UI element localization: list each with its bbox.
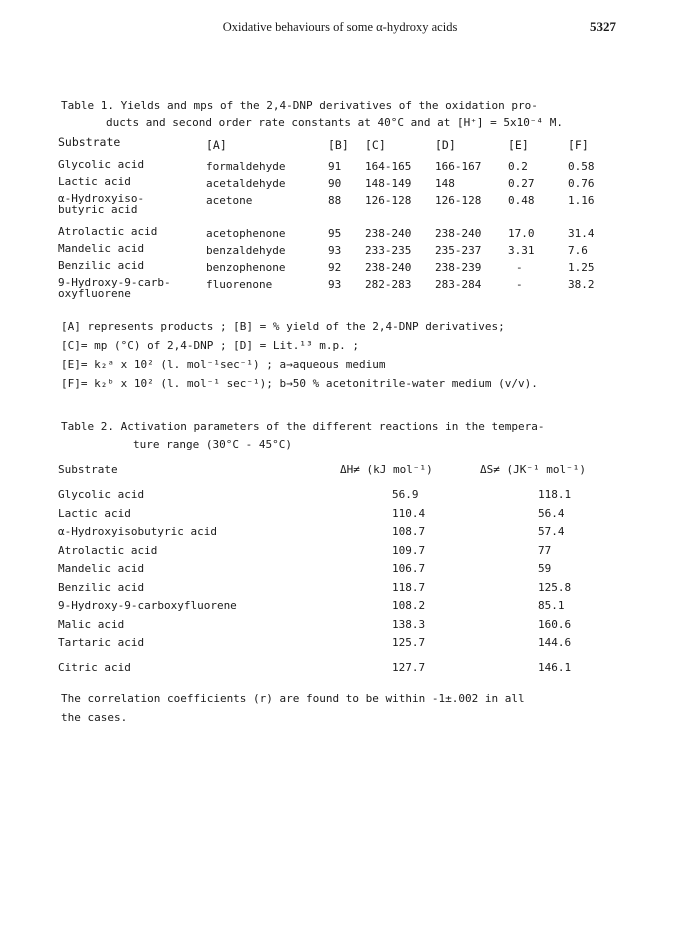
table1-caption-line1: Table 1. Yields and mps of the 2,4-DNP derivatives of the oxidation pro- [61,99,538,112]
substrate-cell: Mandelic acid [58,562,145,575]
substrate-cell: Tartaric acid [58,636,145,649]
k2b-cell: 1.25 [568,261,595,274]
entropy-cell: 125.8 [538,580,572,594]
table-row [58,598,610,617]
substrate-cell: Atrolactic acid [58,543,158,557]
table1-note: [C]= mp (°C) of 2,4-DNP ; [D] = Lit.¹³ m.p. ; [61,339,360,352]
table-row [58,580,610,599]
k2b-cell: 31.4 [568,227,595,240]
table-row [58,159,618,176]
yield-cell: 93 [328,244,342,257]
table-row [58,243,618,260]
table-row [58,226,618,243]
table-row [58,617,610,636]
k2a-cell: 3.31 [508,244,535,257]
table2-header-row [58,462,610,487]
enthalpy-cell: 118.7 [392,580,426,594]
table-row [58,561,610,580]
substrate-cell: Citric acid [58,660,131,674]
table1-caption-line2: ducts and second order rate constants at 40°C and at [H⁺] = 5x10⁻⁴ M. [106,116,563,129]
mp-cell: 238-240 [365,261,412,274]
enthalpy-cell: 56.9 [392,488,419,501]
k2a-cell: - [516,278,523,291]
correlation-note-line: the cases. [61,711,128,724]
enthalpy-cell: 106.7 [392,562,426,575]
correlation-note-line: The correlation coefficients (r) are found to be within -1±.002 in all [61,692,525,705]
table-row [58,260,618,277]
lit-mp-cell: 166-167 [435,160,482,173]
table1-col-header: [E] [508,138,529,152]
table-row [58,524,610,543]
yield-cell: 91 [328,160,342,173]
table-row [58,543,610,562]
k2b-cell: 0.76 [568,177,595,190]
substrate-cell: Glycolic acid [58,158,145,171]
k2b-cell: 7.6 [568,244,588,257]
mp-cell: 233-235 [365,244,412,257]
mp-cell: 126-128 [365,194,412,207]
correlation-note [61,689,525,727]
substrate-cell: α-Hydroxyisobutyric acid [58,525,217,538]
lit-mp-cell: 235-237 [435,244,482,257]
yield-cell: 92 [328,261,342,274]
k2a-cell: 0.48 [508,194,535,207]
enthalpy-cell: 110.4 [392,506,426,520]
table1 [58,137,618,310]
k2b-cell: 1.16 [568,194,595,207]
enthalpy-cell: 125.7 [392,636,426,649]
product-cell: acetone [206,194,253,207]
mp-cell: 282-283 [365,278,412,291]
yield-cell: 90 [328,177,342,190]
enthalpy-cell: 108.2 [392,599,426,612]
table-row [58,193,618,226]
entropy-cell: 59 [538,562,552,575]
yield-cell: 93 [328,278,342,291]
substrate-cell: Malic acid [58,617,125,631]
table2-caption-line2: ture range (30°C - 45°C) [133,438,292,451]
k2a-cell: - [516,261,523,274]
table1-col-header: [F] [568,138,589,152]
product-cell: fluorenone [206,278,273,291]
lit-mp-cell: 238-239 [435,261,482,274]
entropy-cell: 160.6 [538,617,572,631]
entropy-cell: 144.6 [538,636,572,649]
substrate-cell: Atrolactic acid [58,225,158,238]
mp-cell: 148-149 [365,177,412,190]
table1-notes [61,317,538,393]
table2-caption-line1: Table 2. Activation parameters of the different reactions in the tempera- [61,420,545,433]
entropy-cell: 118.1 [538,488,572,501]
table2-col-header: Substrate [58,463,118,476]
table2-col-header: ΔH≠ (kJ mol⁻¹) [340,463,433,476]
substrate-cell: Lactic acid [58,506,131,520]
substrate-cell: 9-Hydroxy-9-carb- oxyfluorene [58,276,171,300]
product-cell: acetophenone [206,227,286,240]
k2b-cell: 0.58 [568,160,595,173]
lit-mp-cell: 283-284 [435,278,482,291]
table1-col-header: [A] [206,138,227,152]
entropy-cell: 146.1 [538,660,572,674]
product-cell: benzaldehyde [206,244,286,257]
substrate-cell: Mandelic acid [58,242,145,255]
product-cell: formaldehyde [206,160,286,173]
substrate-cell: α-Hydroxyiso- butyric acid [58,192,145,216]
substrate-cell: Benzilic acid [58,580,145,594]
lit-mp-cell: 238-240 [435,227,482,240]
substrate-cell: 9-Hydroxy-9-carboxyfluorene [58,599,237,612]
table1-col-header: Substrate [58,135,121,149]
substrate-cell: Lactic acid [58,175,131,188]
enthalpy-cell: 138.3 [392,617,426,631]
yield-cell: 88 [328,194,342,207]
k2a-cell: 0.2 [508,160,528,173]
yield-cell: 95 [328,227,342,240]
table2 [58,462,610,678]
substrate-cell: Benzilic acid [58,259,145,272]
table-row [58,635,610,654]
table-row [58,654,610,679]
entropy-cell: 57.4 [538,525,565,538]
k2a-cell: 17.0 [508,227,535,240]
mp-cell: 238-240 [365,227,412,240]
k2b-cell: 38.2 [568,278,595,291]
table1-col-header: [D] [435,138,456,152]
entropy-cell: 77 [538,543,552,557]
table1-header-row [58,137,618,159]
enthalpy-cell: 109.7 [392,543,426,557]
product-cell: acetaldehyde [206,177,286,190]
entropy-cell: 85.1 [538,599,565,612]
substrate-cell: Glycolic acid [58,488,145,501]
table2-col-header: ΔS≠ (JK⁻¹ mol⁻¹) [480,463,586,476]
product-cell: benzophenone [206,261,286,274]
mp-cell: 164-165 [365,160,412,173]
table-row [58,176,618,193]
lit-mp-cell: 148 [435,177,455,190]
table-row [58,487,610,506]
table-row [58,506,610,525]
table1-col-header: [B] [328,138,349,152]
k2a-cell: 0.27 [508,177,535,190]
table1-note: [E]= k₂ᵃ x 10² (l. mol⁻¹sec⁻¹) ; a→aqueous medium [61,358,386,371]
table1-note: [A] represents products ; [B] = % yield of the 2,4-DNP derivatives; [61,320,505,333]
lit-mp-cell: 126-128 [435,194,482,207]
entropy-cell: 56.4 [538,506,565,520]
table-row [58,277,618,310]
table1-note: [F]= k₂ᵇ x 10² (l. mol⁻¹ sec⁻¹); b→50 % acetonitrile-water medium (v/v). [61,377,538,390]
enthalpy-cell: 127.7 [392,660,426,674]
running-title: Oxidative behaviours of some α-hydroxy acids [222,20,458,34]
enthalpy-cell: 108.7 [392,525,426,538]
page-number: 5327 [590,19,616,34]
table1-col-header: [C] [365,138,386,152]
